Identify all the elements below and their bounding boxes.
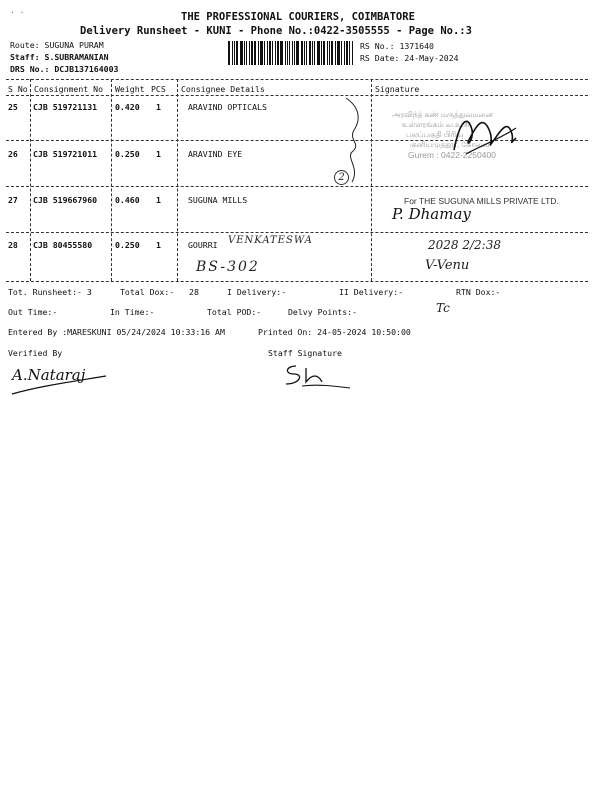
rs-date-value: 24-May-2024 — [404, 53, 459, 63]
printed-on: Printed On: 24-05-2024 10:50:00 — [258, 327, 411, 337]
barcode-bar — [323, 41, 325, 65]
barcode-bar — [240, 41, 243, 65]
rs-date-label: RS Date: — [360, 53, 400, 63]
col-header-sno: S No — [8, 84, 28, 94]
tot-runsheet: Tot. Runsheet:- 3 — [8, 287, 92, 297]
route-label: Route: — [10, 40, 40, 50]
row-26-sno: 26 — [8, 149, 18, 159]
row-27-consignee: SUGUNA MILLS — [188, 195, 248, 205]
col-rule-3 — [177, 79, 178, 281]
barcode-bar — [352, 41, 353, 65]
row-26-weight: 0.250 — [115, 149, 140, 159]
barcode-bar — [327, 41, 328, 65]
col-header-pcs: PCS — [151, 84, 166, 94]
rs-no-line — [360, 41, 434, 51]
row-26-pcs: 1 — [156, 149, 161, 159]
barcode-bar — [296, 41, 299, 65]
row-26-rule — [6, 186, 588, 187]
barcode-bar — [244, 41, 245, 65]
row-28-sig-line1: 2028 2/2:38 — [428, 238, 501, 252]
circled-mark: 2 — [334, 170, 349, 185]
route-line — [10, 40, 104, 50]
col-rule-4 — [371, 79, 372, 281]
row-28-sno: 28 — [8, 240, 18, 250]
barcode-bar — [317, 41, 320, 65]
barcode-bar — [292, 41, 293, 65]
drs-value: DCJB137164003 — [54, 64, 119, 74]
rtn-dox: RTN Dox:- — [456, 287, 501, 297]
barcode-bar — [272, 41, 273, 65]
barcode-bar — [329, 41, 330, 65]
rs-date-line — [360, 53, 459, 63]
row-25-sno: 25 — [8, 102, 18, 112]
aravind-stamp-line1: அரவிந்த் கண் மருத்துவமனை — [392, 110, 493, 119]
row-28-consignment: CJB 80455580 — [33, 240, 93, 250]
row-28-handwritten-name: VENKATESWA — [228, 235, 313, 246]
staff-signature-scribble — [282, 362, 354, 390]
row-26-consignment: CJB 519721011 — [33, 149, 98, 159]
rs-no-value: 1371640 — [399, 41, 434, 51]
barcode-bar — [301, 41, 303, 65]
col-header-consignee: Consignee Details — [181, 84, 265, 94]
barcode-bar — [280, 41, 283, 65]
table-header-rule — [6, 95, 588, 96]
row-25-consignment: CJB 519721131 — [33, 102, 98, 112]
drs-line — [10, 64, 118, 74]
scan-specks: . . — [10, 6, 25, 15]
barcode-bar — [277, 41, 279, 65]
row-25-weight: 0.420 — [115, 102, 140, 112]
row-27-weight: 0.460 — [115, 195, 140, 205]
barcode-bar — [294, 41, 295, 65]
runsheet-subtitle: Delivery Runsheet - KUNI - Phone No.:0422-3505555 - Page No.:3 — [80, 25, 472, 37]
barcode-bar — [321, 41, 322, 65]
col-rule-2 — [111, 79, 112, 281]
barcode-bar — [249, 41, 250, 65]
rs-no-label: RS No.: — [360, 41, 395, 51]
i-delivery: I Delivery:- — [227, 287, 287, 297]
table-bottom-rule — [6, 281, 588, 282]
bs-note-handwritten: BS-302 — [196, 259, 260, 275]
verified-by-label: Verified By — [8, 348, 63, 358]
barcode-bar — [312, 41, 313, 65]
barcode-bar — [349, 41, 350, 65]
staff-signature-label: Staff Signature — [268, 348, 342, 358]
barcode-bar — [285, 41, 286, 65]
barcode-bar — [304, 41, 305, 65]
barcode-bar — [346, 41, 348, 65]
company-title: THE PROFESSIONAL COURIERS, COIMBATORE — [181, 11, 415, 23]
barcode-bar — [331, 41, 333, 65]
barcode-bar — [289, 41, 290, 65]
row-27-consignment: CJB 519667960 — [33, 195, 98, 205]
aravind-stamp-line3: பலப்பகுதி பிரிவு — [406, 130, 464, 139]
aravind-signature-scribble — [450, 110, 520, 158]
row-27-pcs: 1 — [156, 195, 161, 205]
col-header-weight: Weight — [115, 84, 145, 94]
barcode-bar — [232, 41, 233, 65]
row-28-pcs: 1 — [156, 240, 161, 250]
route-value: SUGUNA PURAM — [44, 40, 104, 50]
aravind-stamp-phone: Gurem : 0422-2250400 — [408, 150, 496, 160]
barcode-bar — [309, 41, 311, 65]
barcode-bar — [335, 41, 336, 65]
barcode-bar — [234, 41, 235, 65]
barcode-bar — [236, 41, 238, 65]
suguna-stamp: For THE SUGUNA MILLS PRIVATE LTD. — [404, 196, 559, 206]
barcode-bar — [254, 41, 256, 65]
drs-label: DRS No.: — [10, 64, 50, 74]
barcode-bar — [269, 41, 271, 65]
aravind-stamp-line2: உள்ளரங்கம் வ.உ.சி — [402, 120, 470, 129]
barcode-bar — [228, 41, 230, 65]
barcode-bar — [314, 41, 315, 65]
verified-signature: A.Nataraj — [12, 366, 86, 384]
barcode-bar — [287, 41, 289, 65]
barcode-bar — [344, 41, 345, 65]
col-header-signature: Signature — [375, 84, 420, 94]
row-26-consignee: ARAVIND EYE — [188, 149, 243, 159]
barcode-bar — [246, 41, 247, 65]
verified-signature-underline — [10, 372, 110, 398]
in-time: In Time:- — [110, 307, 155, 317]
barcode-bar — [341, 41, 342, 65]
barcode-bar — [258, 41, 259, 65]
staff-line — [10, 52, 109, 62]
entered-by: Entered By :MARESKUNI 05/24/2024 10:33:16 AM — [8, 327, 225, 337]
row-28-weight: 0.250 — [115, 240, 140, 250]
total-pod: Total POD:- — [207, 307, 262, 317]
barcode — [228, 41, 354, 65]
staff-label: Staff: — [10, 52, 40, 62]
barcode-bar — [306, 41, 307, 65]
row-28-sig-line2: V-Venu — [425, 258, 470, 273]
delvy-points: Delvy Points:- — [288, 307, 358, 317]
total-dox: Total Dox:- 28 — [120, 287, 199, 297]
row-25-consignee: ARAVIND OPTICALS — [188, 102, 267, 112]
barcode-bar — [251, 41, 253, 65]
row-28-consignee: GOURRI — [188, 240, 218, 250]
ii-delivery: II Delivery:- — [339, 287, 404, 297]
rtn-handwritten-mark: Tc — [436, 301, 450, 315]
row-27-rule — [6, 232, 588, 233]
barcode-bar — [260, 41, 263, 65]
col-header-consignment: Consignment No — [34, 84, 104, 94]
table-top-rule — [6, 79, 588, 80]
barcode-bar — [267, 41, 268, 65]
aravind-stamp-line4: குனியமுத்தூர், கோவை — [410, 140, 490, 149]
staff-value: S.SUBRAMANIAN — [44, 52, 109, 62]
row-27-sno: 27 — [8, 195, 18, 205]
row-25-pcs: 1 — [156, 102, 161, 112]
suguna-signature: P. Dhamay — [392, 205, 471, 223]
out-time: Out Time:- — [8, 307, 58, 317]
barcode-bar — [337, 41, 340, 65]
barcode-bar — [264, 41, 265, 65]
col-rule-1 — [30, 79, 31, 281]
barcode-bar — [275, 41, 276, 65]
